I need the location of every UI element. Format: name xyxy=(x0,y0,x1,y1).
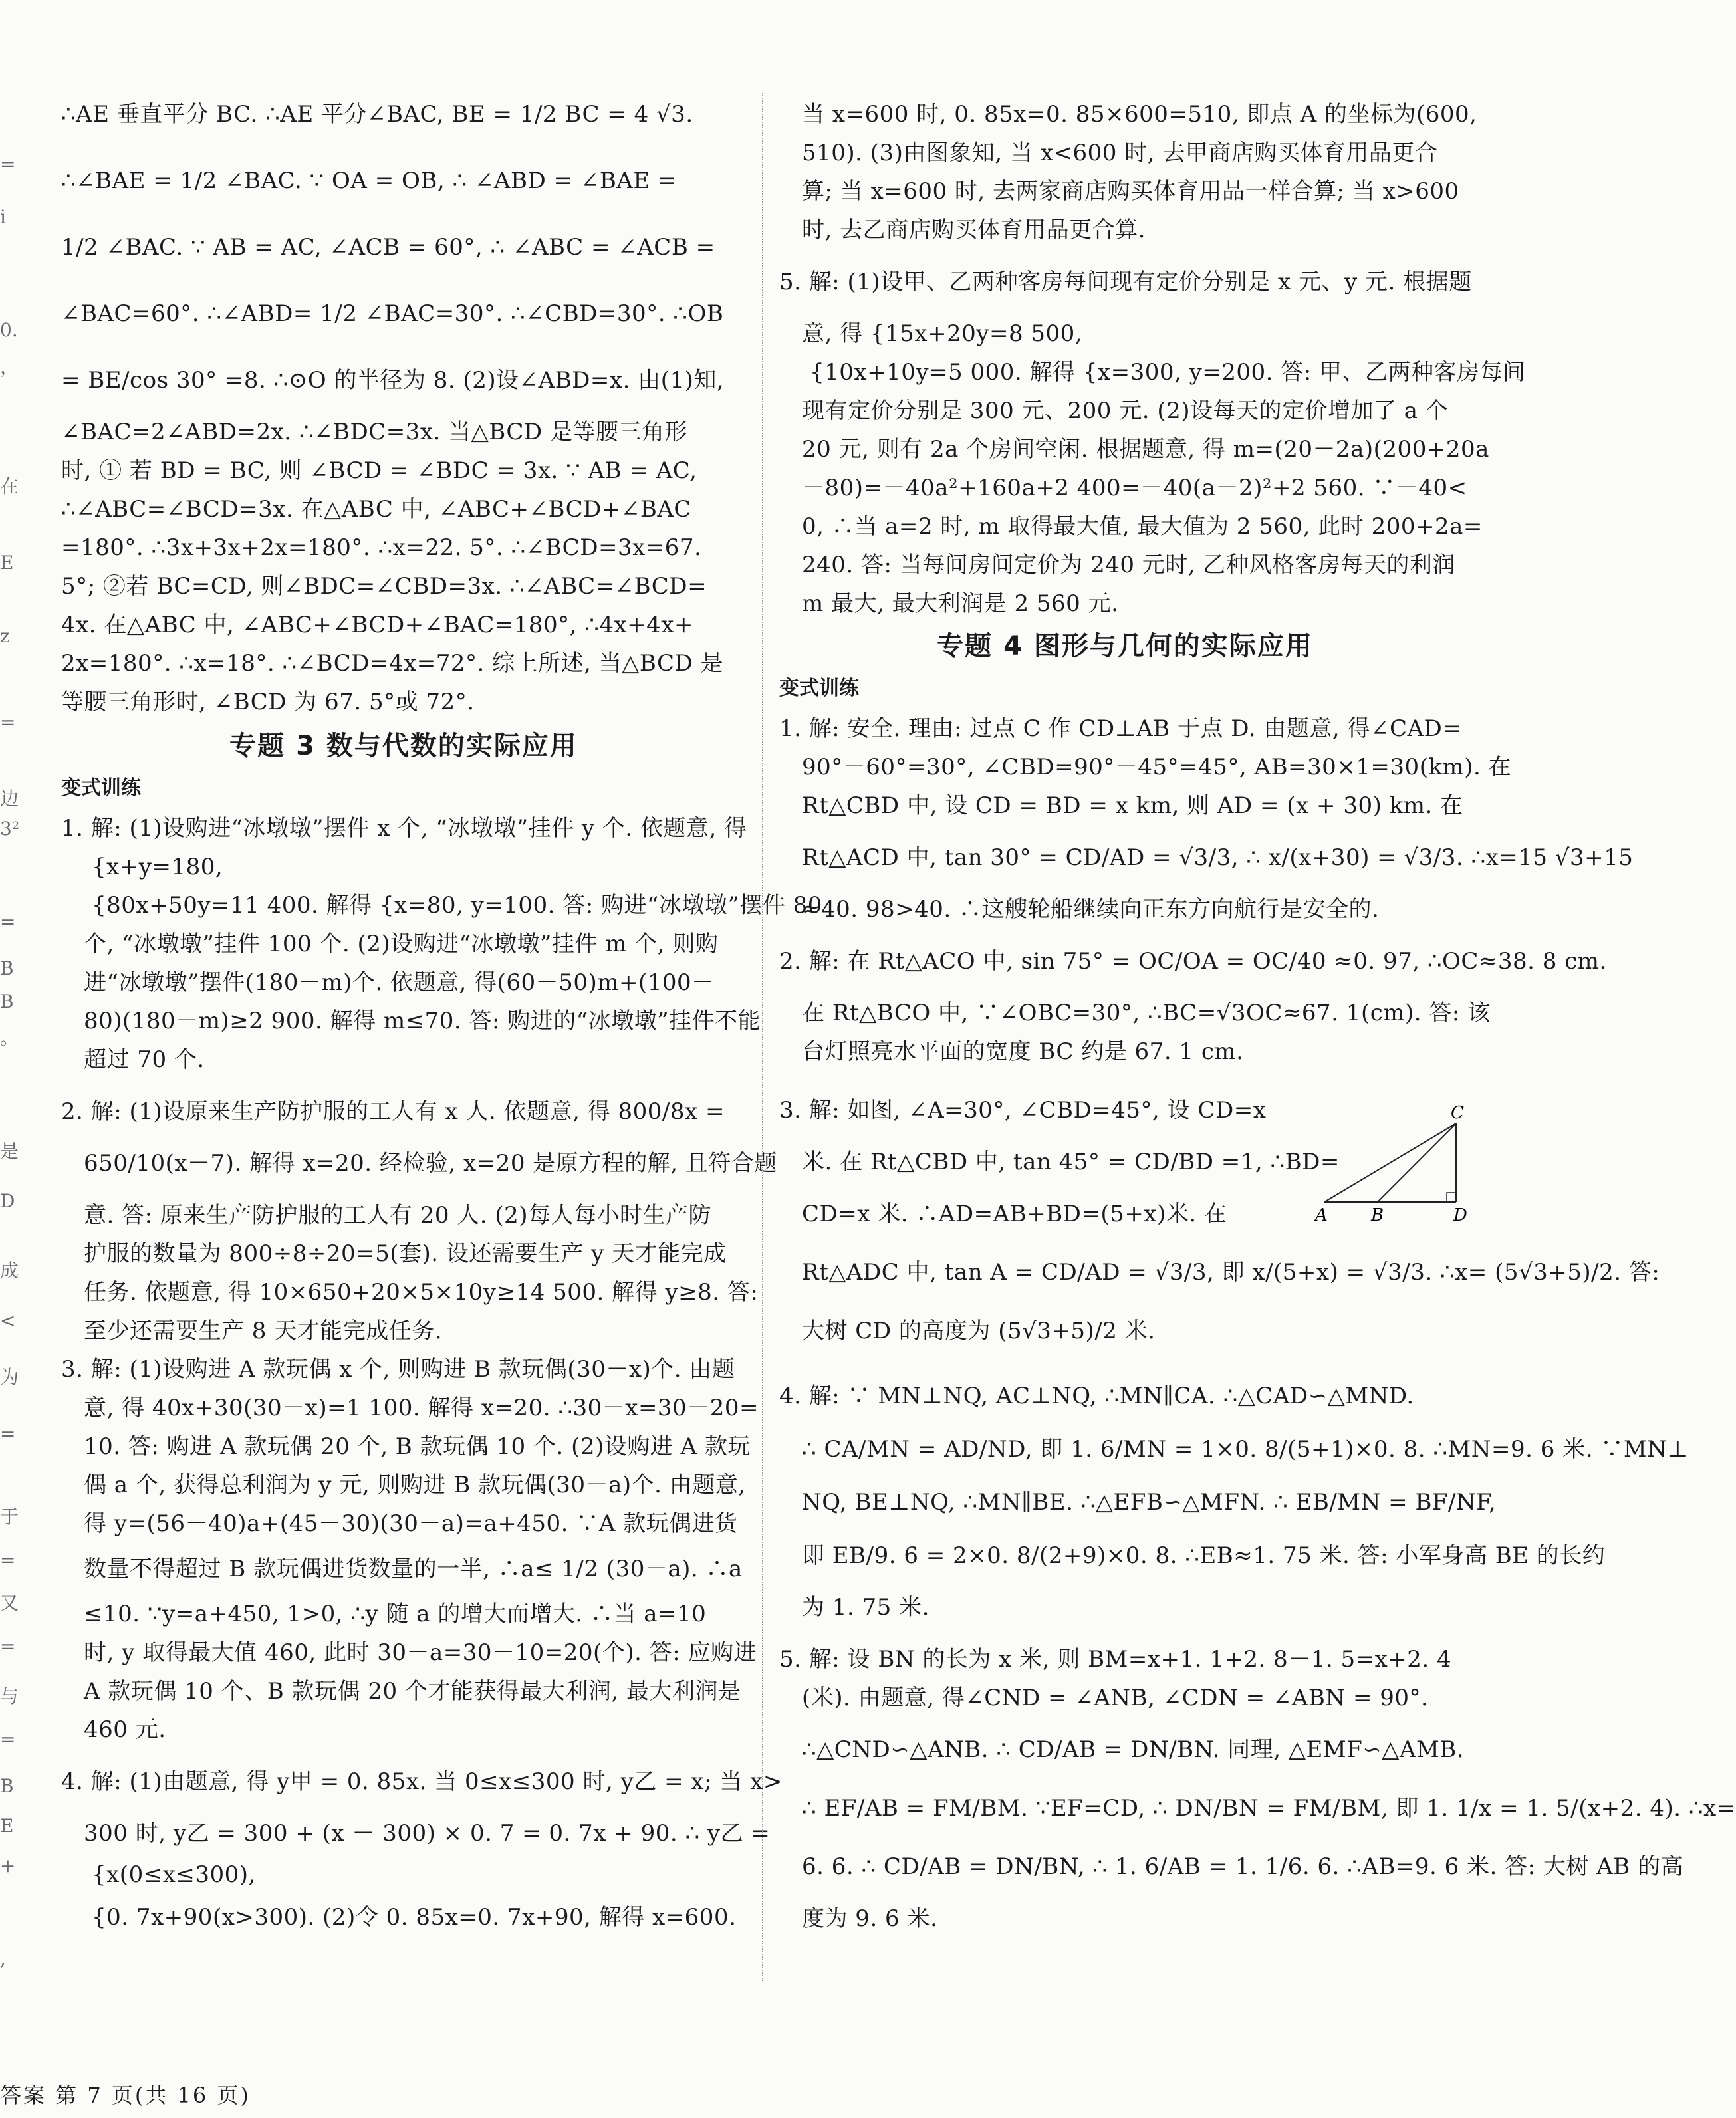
problem-4-line: 4. 解: ∵ MN⊥NQ, AC⊥NQ, ∴MN∥CA. ∴△CAD∽△MND. xyxy=(779,1383,1414,1409)
edge-char: = xyxy=(0,1549,16,1571)
problem-4-line: 4. 解: (1)由题意, 得 y甲 = 0. 85x. 当 0≤x≤300 时, y乙 = x; 当 x> xyxy=(61,1768,783,1795)
text-line: －80)=－40a²+160a+2 400=－40(a－2)²+2 560. ∵－40< xyxy=(802,475,1467,501)
edge-char: i xyxy=(0,206,6,228)
edge-char: z xyxy=(0,625,10,647)
text-line: 在 Rt△BCO 中, ∵∠OBC=30°, ∴BC=√3OC≈67. 1(cm). 答: 该 xyxy=(802,1000,1491,1026)
subsection-practice: 变式训练 xyxy=(61,776,141,800)
text-line: 护服的数量为 800÷8÷20=5(套). 设还需要生产 y 天才能完成 xyxy=(84,1240,727,1267)
edge-char: + xyxy=(0,1855,16,1877)
edge-char: = xyxy=(0,1423,16,1445)
text-line: 460 元. xyxy=(84,1716,166,1743)
page-footer: 答案 第 7 页(共 16 页) xyxy=(0,2083,251,2108)
edge-char: E xyxy=(0,552,14,574)
text-line: 2x=180°. ∴x=18°. ∴∠BCD=4x=72°. 综上所述, 当△BCD 是 xyxy=(61,650,724,677)
edge-char: 边 xyxy=(0,788,19,810)
text-line: 现有定价分别是 300 元、200 元. (2)设每天的定价增加了 a 个 xyxy=(802,398,1449,424)
text-line: ∴ CA/MN = AD/ND, 即 1. 6/MN = 1×0. 8/(5+1)×0. 8. ∴MN=9. 6 米. ∵MN⊥ xyxy=(802,1436,1689,1463)
text-line: 0, ∴当 a=2 时, m 取得最大值, 最大值为 2 560, 此时 200+2a= xyxy=(802,513,1483,540)
edge-char: 是 xyxy=(0,1140,19,1162)
equation-line: {x+y=180, xyxy=(92,854,223,880)
text-line: 当 x=600 时, 0. 85x=0. 85×600=510, 即点 A 的坐标为(600, xyxy=(802,101,1477,128)
label-a: A xyxy=(1315,1205,1328,1225)
text-line: 240. 答: 当每间房间定价为 240 元时, 乙种风格客房每天的利润 xyxy=(802,552,1455,578)
edge-char: D xyxy=(0,1190,15,1212)
edge-char: ， xyxy=(0,356,19,378)
problem-2-line: 2. 解: (1)设原来生产防护服的工人有 x 人. 依题意, 得 800/8x = xyxy=(61,1098,725,1125)
text-line: 意. 答: 原来生产防护服的工人有 20 人. (2)每人每小时生产防 xyxy=(84,1202,712,1229)
problem-5-line: 5. 解: 设 BN 的长为 x 米, 则 BM=x+1. 1+2. 8－1. 5=x+2. 4 xyxy=(779,1646,1452,1673)
text-line: NQ, BE⊥NQ, ∴MN∥BE. ∴△EFB∽△MFN. ∴ EB/MN = BF/NF, xyxy=(802,1489,1497,1516)
text-line: 意, 得 40x+30(30－x)=1 100. 解得 x=20. ∴30－x=30－20= xyxy=(84,1395,759,1421)
text-line: 算; 当 x=600 时, 去两家商店购买体育用品一样合算; 当 x>600 xyxy=(802,178,1459,205)
text-line: Rt△ACD 中, tan 30° = CD/AD = √3/3, ∴ x/(x+30) = √3/3. ∴x=15 √3+15 xyxy=(802,844,1634,871)
label-d: D xyxy=(1453,1205,1467,1225)
text-line: 至少还需要生产 8 天才能完成任务. xyxy=(84,1318,443,1344)
equation-line: 意, 得 {15x+20y=8 500, xyxy=(802,320,1083,347)
text-line: 超过 70 个. xyxy=(84,1046,205,1073)
text-line: 台灯照亮水平面的宽度 BC 约是 67. 1 cm. xyxy=(802,1038,1244,1065)
subsection-practice: 变式训练 xyxy=(779,677,859,700)
text-line: 得 y=(56－40)a+(45－30)(30－a)=a+450. ∵A 款玩偶进货 xyxy=(84,1510,738,1537)
edge-char: = xyxy=(0,1635,16,1657)
column-divider xyxy=(762,93,763,1981)
right-angle-mark xyxy=(1447,1193,1456,1202)
problem-3-line: 3. 解: 如图, ∠A=30°, ∠CBD=45°, 设 CD=x xyxy=(779,1097,1267,1123)
text-line: 650/10(x－7). 解得 x=20. 经检验, x=20 是原方程的解, 且符合题 xyxy=(84,1150,777,1177)
text-line: 米. 在 Rt△CBD 中, tan 45° = CD/BD =1, ∴BD= xyxy=(802,1149,1340,1175)
edge-char: = xyxy=(0,153,16,175)
edge-char: 于 xyxy=(0,1506,19,1528)
edge-char: 又 xyxy=(0,1592,19,1614)
section-heading-topic-3: 专题 3 数与代数的实际应用 xyxy=(229,731,578,761)
text-line: 5°; ②若 BC=CD, 则∠BDC=∠CBD=3x. ∴∠ABC=∠BCD= xyxy=(61,573,707,600)
edge-char: = xyxy=(0,1728,16,1750)
text-line: 510). (3)由图象知, 当 x<600 时, 去甲商店购买体育用品更合 xyxy=(802,140,1438,166)
text-line: =180°. ∴3x+3x+2x=180°. ∴x=22. 5°. ∴∠BCD=3x=67. xyxy=(61,534,702,561)
equation-line: {10x+10y=5 000. 解得 {x=300, y=200. 答: 甲、乙两种客房每间 xyxy=(810,359,1526,386)
text-line: 个, “冰墩墩”挂件 100 个. (2)设购进“冰墩墩”挂件 m 个, 则购 xyxy=(84,931,719,957)
text-line: 大树 CD 的高度为 (5√3+5)/2 米. xyxy=(802,1318,1156,1344)
text-line: ∴ EF/AB = FM/BM. ∵EF=CD, ∴ DN/BN = FM/BM, 即 1. 1/x = 1. 5/(x+2. 4). ∴x= xyxy=(802,1795,1736,1822)
edge-char: 成 xyxy=(0,1260,19,1282)
problem-3-line: 3. 解: (1)设购进 A 款玩偶 x 个, 则购进 B 款玩偶(30－x)个. 由题 xyxy=(61,1356,735,1383)
text-line: 为 1. 75 米. xyxy=(802,1594,930,1621)
text-line: ∴△CND∽△ANB. ∴ CD/AB = DN/BN. 同理, △EMF∽△AMB. xyxy=(802,1736,1465,1763)
text-line: A 款玩偶 10 个、B 款玩偶 20 个才能获得最大利润, 最大利润是 xyxy=(84,1678,741,1705)
text-line: 4x. 在△ABC 中, ∠ABC+∠BCD+∠BAC=180°, ∴4x+4x+ xyxy=(61,612,693,638)
edge-char: 0. xyxy=(0,319,18,341)
text-line: ∠BAC=2∠ABD=2x. ∴∠BDC=3x. 当△BCD 是等腰三角形 xyxy=(61,419,687,445)
text-line: Rt△ADC 中, tan A = CD/AD = √3/3, 即 x/(5+x) = √3/3. ∴x= (5√3+5)/2. 答: xyxy=(802,1259,1660,1286)
label-c: C xyxy=(1451,1103,1464,1123)
edge-char: = xyxy=(0,711,16,733)
text-line: 偶 a 个, 获得总利润为 y 元, 则购进 B 款玩偶(30－a)个. 由题意, xyxy=(84,1472,746,1498)
text-line: ≤10. ∵y=a+450, 1>0, ∴y 随 a 的增大而增大. ∴当 a=10 xyxy=(84,1601,707,1627)
text-line: 即 EB/9. 6 = 2×0. 8/(2+9)×0. 8. ∴EB≈1. 75 米. 答: 小军身高 BE 的长约 xyxy=(802,1542,1606,1569)
edge-char: < xyxy=(0,1310,16,1332)
text-line: 等腰三角形时, ∠BCD 为 67. 5°或 72°. xyxy=(61,689,475,715)
text-line: 度为 9. 6 米. xyxy=(802,1905,938,1932)
edge-char: B xyxy=(0,1775,14,1797)
text-line: 20 元, 则有 2a 个房间空闲. 根据题意, 得 m=(20－2a)(200+20a xyxy=(802,436,1489,463)
text-line: 90°－60°=30°, ∠CBD=90°－45°=45°, AB=30×1=30(km). 在 xyxy=(802,754,1512,780)
problem-1-line: 1. 解: (1)设购进“冰墩墩”摆件 x 个, “冰墩墩”挂件 y 个. 依题意, 得 xyxy=(61,815,747,842)
problem-5-line: 5. 解: (1)设甲、乙两种客房每间现有定价分别是 x 元、y 元. 根据题 xyxy=(779,269,1472,295)
edge-char: , xyxy=(0,1948,6,1970)
text-line: ∴∠ABC=∠BCD=3x. 在△ABC 中, ∠ABC+∠BCD+∠BAC xyxy=(61,496,691,523)
text-line: (米). 由题意, 得∠CND = ∠ANB, ∠CDN = ∠ABN = 90°. xyxy=(802,1685,1429,1711)
edge-char: 3² xyxy=(0,818,20,840)
equation-line: {0. 7x+90(x>300). (2)令 0. 85x=0. 7x+90, 解得 x=600. xyxy=(92,1904,737,1931)
edge-char: 。 xyxy=(0,1027,19,1049)
text-line: 时, ① 若 BD = BC, 则 ∠BCD = ∠BDC = 3x. ∵ AB = AC, xyxy=(61,457,697,484)
text-line: 任务. 依题意, 得 10×650+20×5×10y≥14 500. 解得 y≥8. 答: xyxy=(84,1279,759,1306)
triangle-figure xyxy=(1311,1097,1471,1230)
text-line: = BE/cos 30° =8. ∴⊙O 的半径为 8. (2)设∠ABD=x. 由(1)知, xyxy=(61,367,725,394)
equation-line: {x(0≤x≤300), xyxy=(92,1861,256,1888)
edge-char: B xyxy=(0,991,14,1012)
label-b: B xyxy=(1371,1205,1384,1225)
equation-line: {80x+50y=11 400. 解得 {x=80, y=100. 答: 购进“冰墩墩”摆件 80 xyxy=(92,892,822,919)
text-line: 10. 答: 购进 A 款玩偶 20 个, B 款玩偶 10 个. (2)设购进 A 款玩 xyxy=(84,1433,751,1460)
text-line: 6. 6. ∴ CD/AB = DN/BN, ∴ 1. 6/AB = 1. 1/6. 6. ∴AB=9. 6 米. 答: 大树 AB 的高 xyxy=(802,1853,1684,1880)
text-line: CD=x 米. ∴AD=AB+BD=(5+x)米. 在 xyxy=(802,1201,1227,1227)
section-heading-topic-4: 专题 4 图形与几何的实际应用 xyxy=(937,631,1313,661)
text-line: Rt△CBD 中, 设 CD = BD = x km, 则 AD = (x + 30) km. 在 xyxy=(802,792,1463,819)
text-line: ∠BAC=60°. ∴∠ABD= 1/2 ∠BAC=30°. ∴∠CBD=30°. ∴OB xyxy=(61,300,724,327)
text-line: 进“冰墩墩”摆件(180－m)个. 依题意, 得(60－50)m+(100－ xyxy=(84,969,715,996)
text-line: ∴AE 垂直平分 BC. ∴AE 平分∠BAC, BE = 1/2 BC = 4 √3. xyxy=(61,101,693,128)
edge-char: E xyxy=(0,1815,14,1837)
problem-1-line: 1. 解: 安全. 理由: 过点 C 作 CD⊥AB 于点 D. 由题意, 得∠CAD= xyxy=(779,715,1462,742)
problem-2-line: 2. 解: 在 Rt△ACO 中, sin 75° = OC/OA = OC/40 ≈0. 97, ∴OC≈38. 8 cm. xyxy=(779,948,1607,975)
edge-char: = xyxy=(0,911,16,933)
edge-char: 在 xyxy=(0,475,19,497)
text-line: 300 时, y乙 = 300 + (x － 300) × 0. 7 = 0. 7x + 90. ∴ y乙 = xyxy=(84,1820,771,1847)
text-line: ≈40. 98>40. ∴这艘轮船继续向正东方向航行是安全的. xyxy=(802,896,1380,923)
text-line: 1/2 ∠BAC. ∵ AB = AC, ∠ACB = 60°, ∴ ∠ABC = ∠ACB = xyxy=(61,234,715,261)
edge-char: B xyxy=(0,957,14,979)
edge-char: 与 xyxy=(0,1685,19,1707)
text-line: ∴∠BAE = 1/2 ∠BAC. ∵ OA = OB, ∴ ∠ABD = ∠BAE = xyxy=(61,168,677,194)
text-line: 80)(180－m)≥2 900. 解得 m≤70. 答: 购进的“冰墩墩”挂件不能 xyxy=(84,1008,761,1034)
edge-char: 为 xyxy=(0,1366,19,1388)
text-line: 时, y 取得最大值 460, 此时 30－a=30－10=20(个). 答: 应购进 xyxy=(84,1639,757,1666)
text-line: 数量不得超过 B 款玩偶进货数量的一半, ∴a≤ 1/2 (30－a). ∴a xyxy=(84,1556,743,1582)
text-line: m 最大, 最大利润是 2 560 元. xyxy=(802,590,1119,617)
text-line: 时, 去乙商店购买体育用品更合算. xyxy=(802,217,1146,243)
left-edge-fragments xyxy=(0,100,19,2028)
